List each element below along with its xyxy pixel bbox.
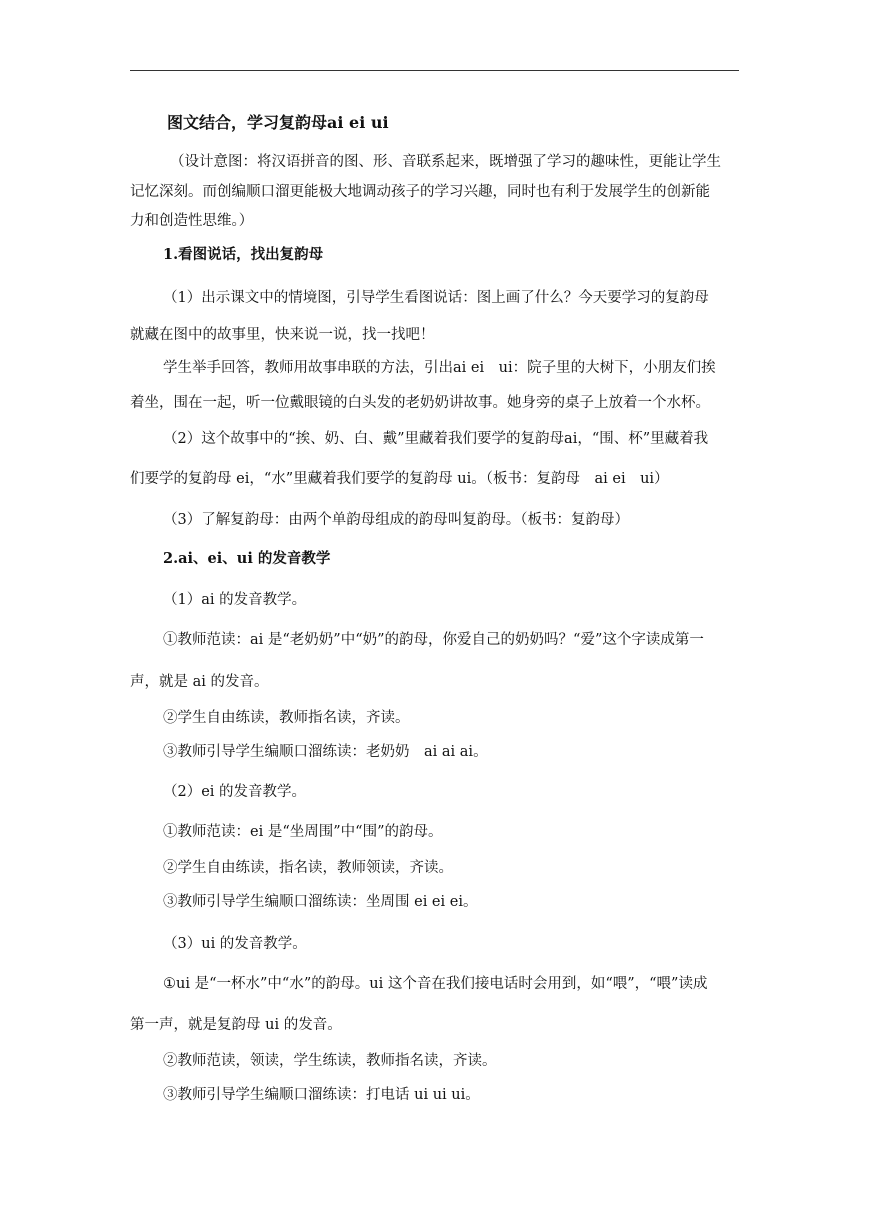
text-line: ②学生自由练读，教师指名读，齐读。: [163, 710, 410, 726]
text-line: （设计意图：将汉语拼音的图、形、音联系起来，既增强了学习的趣味性，更能让学生: [170, 154, 721, 170]
section-heading: 图文结合，学习复韵母ai ei ui: [167, 113, 389, 132]
text-line: 记忆深刻。而创编顺口溜更能极大地调动孩子的学习兴趣，同时也有利于发展学生的创新能: [130, 184, 710, 200]
text-line: ①教师范读：ai 是“老奶奶”中“奶”的韵母，你爱自己的奶奶吗？“爱”这个字读成第一: [163, 632, 704, 648]
text-line: （2）这个故事中的“挨、奶、白、戴”里藏着我们要学的复韵母ai，“围、杯”里藏着我: [163, 431, 709, 447]
text-line: ③教师引导学生编顺口溜练读：坐周围 ei ei ei。: [163, 894, 478, 910]
subheading-1: 1.看图说话，找出复韵母: [163, 246, 324, 263]
subheading-2: 2.ai、ei、ui 的发音教学: [163, 550, 331, 567]
text-line: 们要学的复韵母 ei，“水”里藏着我们要学的复韵母 ui。（板书：复韵母 ai ei ui）: [130, 471, 669, 487]
text-line: 第一声，就是复韵母 ui 的发音。: [130, 1017, 342, 1033]
text-line: 就藏在图中的故事里，快来说一说，找一找吧！: [130, 327, 435, 343]
text-line: ①ui 是“一杯水”中“水”的韵母。ui 这个音在我们接电话时会用到，如“喂”，“喂”读成: [163, 976, 708, 992]
text-line: ③教师引导学生编顺口溜练读：打电话 ui ui ui。: [163, 1087, 480, 1103]
text-line: 学生举手回答，教师用故事串联的方法，引出ai ei ui：院子里的大树下，小朋友们挨: [163, 360, 716, 376]
text-line: （2）ei 的发音教学。: [163, 784, 307, 800]
text-line: （3）了解复韵母：由两个单韵母组成的韵母叫复韵母。（板书：复韵母）: [163, 512, 629, 528]
text-line: ③教师引导学生编顺口溜练读：老奶奶 ai ai ai。: [163, 744, 488, 760]
text-line: ②教师范读，领读，学生练读，教师指名读，齐读。: [163, 1053, 497, 1069]
text-line: 着坐，围在一起，听一位戴眼镜的白头发的老奶奶讲故事。她身旁的桌子上放着一个水杯。: [130, 395, 710, 411]
header-rule: [130, 70, 739, 71]
text-line: ①教师范读：ei 是“坐周围”中“围”的韵母。: [163, 824, 443, 840]
text-line: （1）出示课文中的情境图，引导学生看图说话：图上画了什么？今天要学习的复韵母: [163, 290, 709, 306]
text-line: 声，就是 ai 的发音。: [130, 674, 269, 690]
text-line: （1）ai 的发音教学。: [163, 592, 307, 608]
text-line: 力和创造性思维。）: [130, 213, 254, 229]
text-line: （3）ui 的发音教学。: [163, 936, 307, 952]
text-line: ②学生自由练读，指名读，教师领读，齐读。: [163, 860, 453, 876]
